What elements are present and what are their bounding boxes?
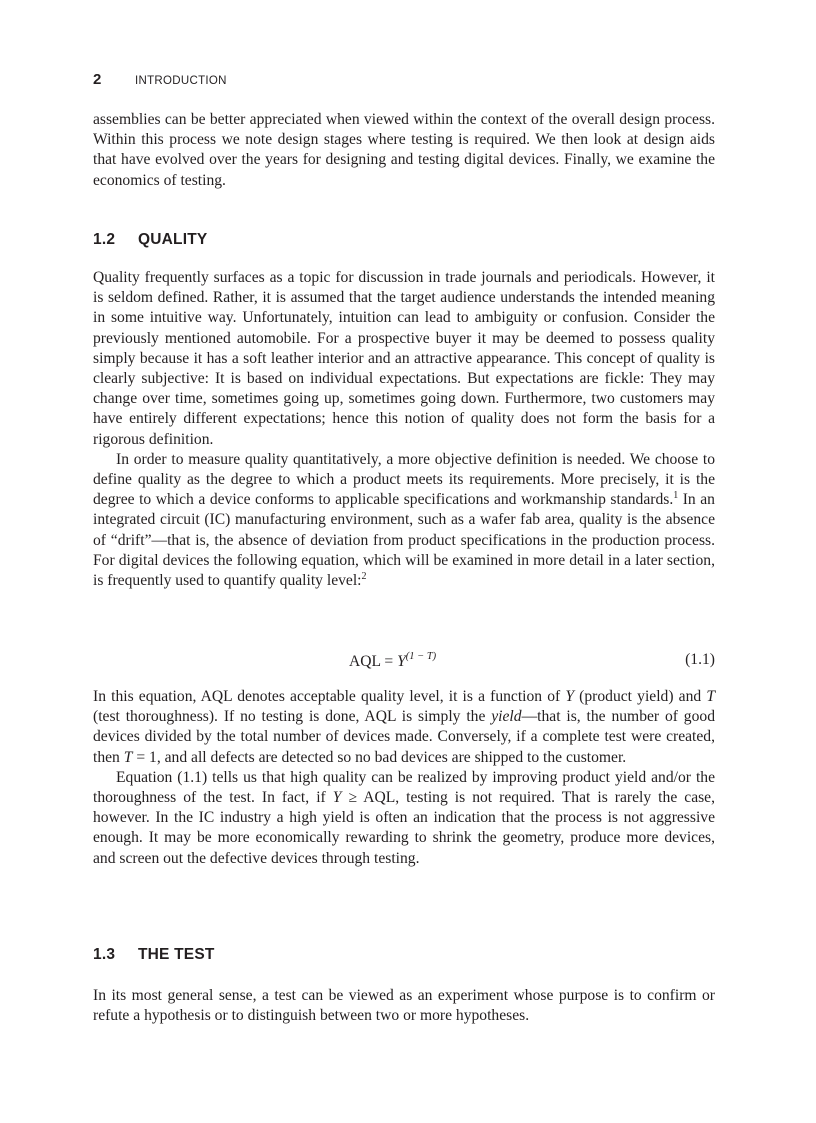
running-header [93, 71, 227, 89]
paragraph-text: (test thoroughness). If no testing is done, AQL is simply the [93, 708, 492, 726]
variable: Y [565, 688, 575, 705]
paragraph-text: = 1, and all defects are detected so no bad devices are shipped to the customer. [132, 748, 627, 766]
equation-lhs: AQL = [349, 653, 398, 670]
chapter-title: INTRODUCTION [135, 75, 227, 87]
quality-paragraph-4 [93, 768, 715, 869]
section-heading-test [93, 946, 215, 964]
intro-paragraph: assemblies can be better appreciated when viewed within the context of the overall design process. Within this process we note design stages where testing is required. We then look at design aids that have evolved over the years for designing and testing digital devices. Finally, we examine the economics of testing. [93, 111, 715, 189]
footnote-marker: 2 [361, 571, 367, 583]
paragraph-text: Equation (1.1) tells us that high quality can be realized by improving product yield and/or the thoroughness of the test. In fact, if [93, 768, 715, 807]
test-paragraph-1: In its most general sense, a test can be viewed as an experiment whose purpose is to confirm or refute a hypothesis or to distinguish between two or more hypotheses. [93, 987, 715, 1025]
quality-paragraph-3 [93, 687, 715, 768]
paragraph-text: In an integrated circuit (IC) manufacturing environment, such as a wafer fab area, quality is the absence of “drift”—that is, the absence of deviation from product specifications in the production process. For digital devices the following equation, which will be examined in more detail in a later section, is frequently used to quantify quality level: [93, 491, 715, 590]
intro-block [93, 110, 715, 191]
section-title: THE TEST [138, 946, 215, 963]
footnote-marker: 1 [673, 490, 679, 502]
section-number: 1.2 [93, 231, 116, 248]
equation [349, 651, 436, 671]
section-heading-quality [93, 231, 207, 249]
equation-base: Y [397, 653, 406, 670]
paragraph-text: ≥ AQL, testing is not required. That is rarely the case, however. In the IC industry a high yield is often an indication that the process is not aggressive enough. It may be more economically rewarding to shrink the geometry, produce more devices, and screen out the defective devices through testing. [93, 789, 715, 867]
variable: T [706, 688, 715, 705]
variable: Y [332, 789, 342, 807]
quality-body-top [93, 268, 715, 591]
quality-body-bottom [93, 687, 715, 869]
paragraph-text: —that is, the number of good devices divided by the total number of devices made. Conversely, if a complete test were created, then [93, 708, 715, 766]
test-body [93, 986, 715, 1026]
quality-paragraph-1: Quality frequently surfaces as a topic for discussion in trade journals and periodicals. However, it is seldom defined. Rather, it is assumed that the target audience understands the intended meaning in some intuitive way. Unfortunately, intuition can lead to ambiguity or confusion. Consider the previously mentioned automobile. For a prospective buyer it may be deemed to possess quality simply because it has a soft leather interior and an attractive appearance. This concept of quality is clearly subjective: It is based on individual expectations. But expectations are fickle: They may change over time, sometimes going up, sometimes going down. Furthermore, two customers may have entirely different expectations; hence this notion of quality does not form the basis for a rigorous definition. [93, 269, 715, 448]
equation-number: (1.1) [685, 651, 715, 668]
section-number: 1.3 [93, 946, 116, 963]
paragraph-text: (product yield) and [574, 688, 707, 705]
paragraph-text: In this equation, AQL denotes acceptable quality level, it is a function of [93, 688, 566, 705]
equation-exponent: (1 − T) [405, 651, 437, 662]
quality-paragraph-2 [93, 450, 715, 591]
page-number: 2 [93, 71, 102, 88]
emphasis: yield [491, 708, 522, 726]
section-title: QUALITY [138, 231, 208, 248]
paragraph-text: In order to measure quality quantitatively, a more objective definition is needed. We choose to define quality as the degree to which a product meets its requirements. More precisely, it is the degree to which a device conforms to applicable specifications and workmanship standards. [93, 450, 715, 509]
equation-row [93, 651, 715, 673]
variable: T [123, 748, 133, 766]
